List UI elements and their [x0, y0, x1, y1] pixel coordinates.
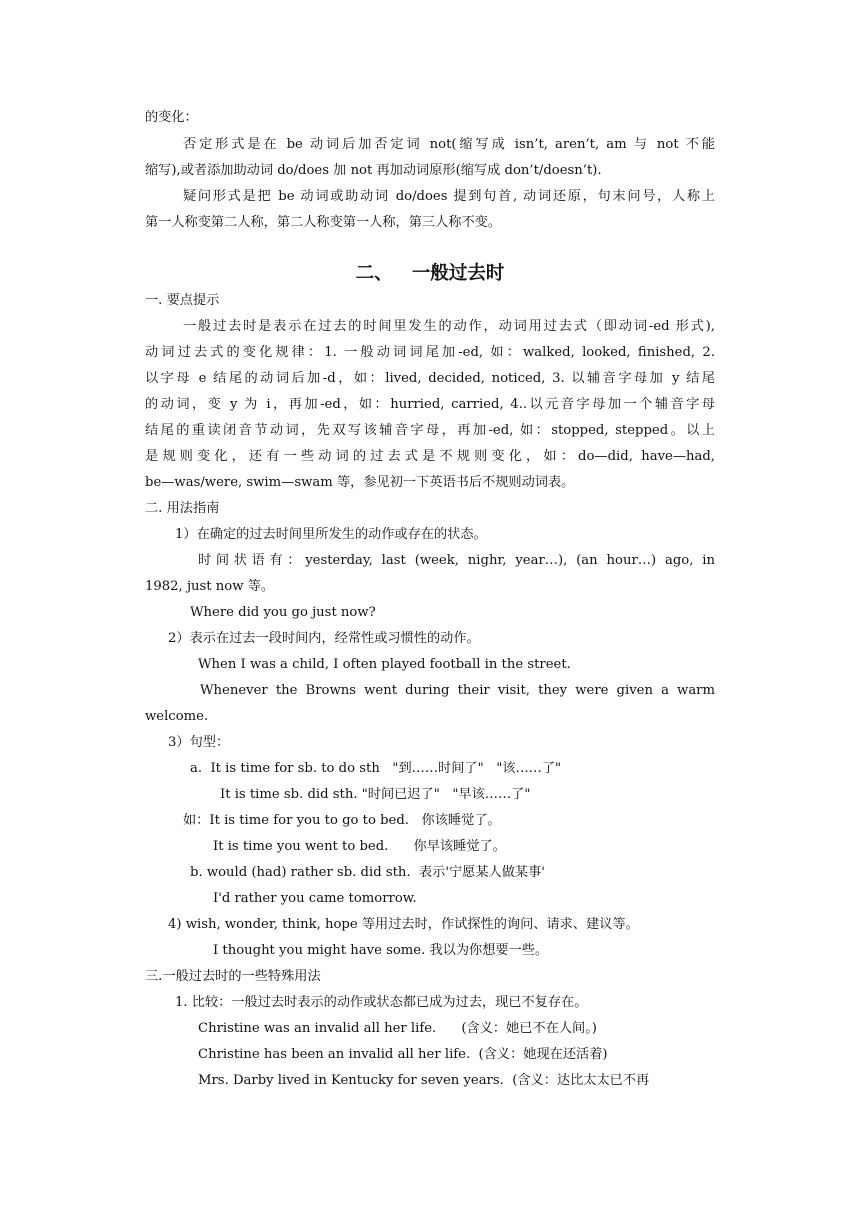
usage-3-example-2: It is time you went to bed. 你早该睡觉了。 — [213, 839, 506, 854]
usage-2-example-2-cont: welcome. — [145, 709, 209, 724]
part1-heading: 一. 要点提示 — [145, 293, 220, 308]
special-1: 1. 比较：一般过去时表示的动作或状态都已成为过去，现已不复存在。 — [175, 995, 588, 1010]
usage-1-adverbials-cont: 1982, just now 等。 — [145, 579, 275, 594]
usage-3-pattern-a: a. It is time for sb. to do sth "到……时间了" "该……了" — [190, 761, 562, 776]
usage-1-example: Where did you go just now? — [190, 605, 376, 620]
usage-2-example-2: Whenever the Browns went during their visit, they were given a warm — [200, 683, 715, 698]
part1-line-1: 一般过去时是表示在过去的时间里发生的动作，动词用过去式（即动词-ed 形式), — [183, 319, 715, 334]
special-1-example-2: Christine has been an invalid all her life. (含义：她现在还活着) — [198, 1047, 608, 1062]
intro-line-3: 缩写),或者添加助动词 do/does 加 not 再加动词原形(缩写成 don’t/doesn’t). — [145, 163, 602, 178]
intro-line-4: 疑问形式是把 be 动词或助动词 do/does 提到句首, 动词还原，句末问号，人称上 — [183, 189, 715, 204]
usage-3-pattern-a2: It is time sb. did sth. "时间已迟了" "早该……了" — [220, 787, 531, 802]
usage-4: 4) wish, wonder, think, hope 等用过去时，作试探性的询问、请求、建议等。 — [168, 917, 639, 932]
intro-line-1: 的变化： — [145, 110, 198, 125]
usage-3-example-1: 如：It is time for you to go to bed. 你该睡觉了。 — [183, 813, 501, 828]
section-title: 二、 一般过去时 — [355, 263, 505, 284]
usage-3: 3）句型： — [168, 735, 230, 750]
usage-1: 1）在确定的过去时间里所发生的动作或存在的状态。 — [175, 527, 487, 542]
intro-line-5: 第一人称变第二人称，第二人称变第一人称，第三人称不变。 — [145, 215, 502, 230]
part1-line-4: 的动词，变 y 为 i，再加-ed，如：hurried, carried, 4..以元音字母加一个辅音字母 — [145, 397, 715, 412]
part2-heading: 二. 用法指南 — [145, 501, 220, 516]
usage-3-pattern-b: b. would (had) rather sb. did sth. 表示'宁愿某人做某事' — [190, 865, 545, 880]
part1-line-5: 结尾的重读闭音节动词，先双写该辅音字母，再加-ed, 如：stopped, stepped。以上 — [145, 423, 715, 438]
part1-line-2: 动词过去式的变化规律：1. 一般动词词尾加-ed, 如：walked, looked, finished, 2. — [145, 345, 715, 360]
usage-3-example-3: I'd rather you came tomorrow. — [213, 891, 417, 906]
usage-4-example: I thought you might have some. 我以为你想要一些。 — [213, 943, 549, 958]
usage-2-example-1: When I was a child, I often played football in the street. — [198, 657, 571, 672]
special-1-example-1: Christine was an invalid all her life. (含义：她已不在人间。) — [198, 1021, 597, 1036]
part3-heading: 三.一般过去时的一些特殊用法 — [145, 969, 321, 984]
special-1-example-3: Mrs. Darby lived in Kentucky for seven years. (含义：达比太太已不再 — [198, 1073, 650, 1088]
usage-1-adverbials: 时间状语有：yesterday, last (week, nighr, year…), (an hour…) ago, in — [198, 553, 715, 568]
part1-line-6: 是规则变化，还有一些动词的过去式是不规则变化，如：do—did, have—had, — [145, 449, 715, 464]
part1-line-3: 以字母 e 结尾的动词后加-d，如：lived, decided, noticed, 3. 以辅音字母加 y 结尾 — [145, 371, 715, 386]
usage-2: 2）表示在过去一段时间内，经常性或习惯性的动作。 — [168, 631, 480, 646]
intro-line-2: 否定形式是在 be 动词后加否定词 not(缩写成 isn’t, aren’t, am 与 not 不能 — [183, 137, 715, 152]
part1-line-7: be—was/were, swim—swam 等，参见初一下英语书后不规则动词表。 — [145, 475, 575, 490]
